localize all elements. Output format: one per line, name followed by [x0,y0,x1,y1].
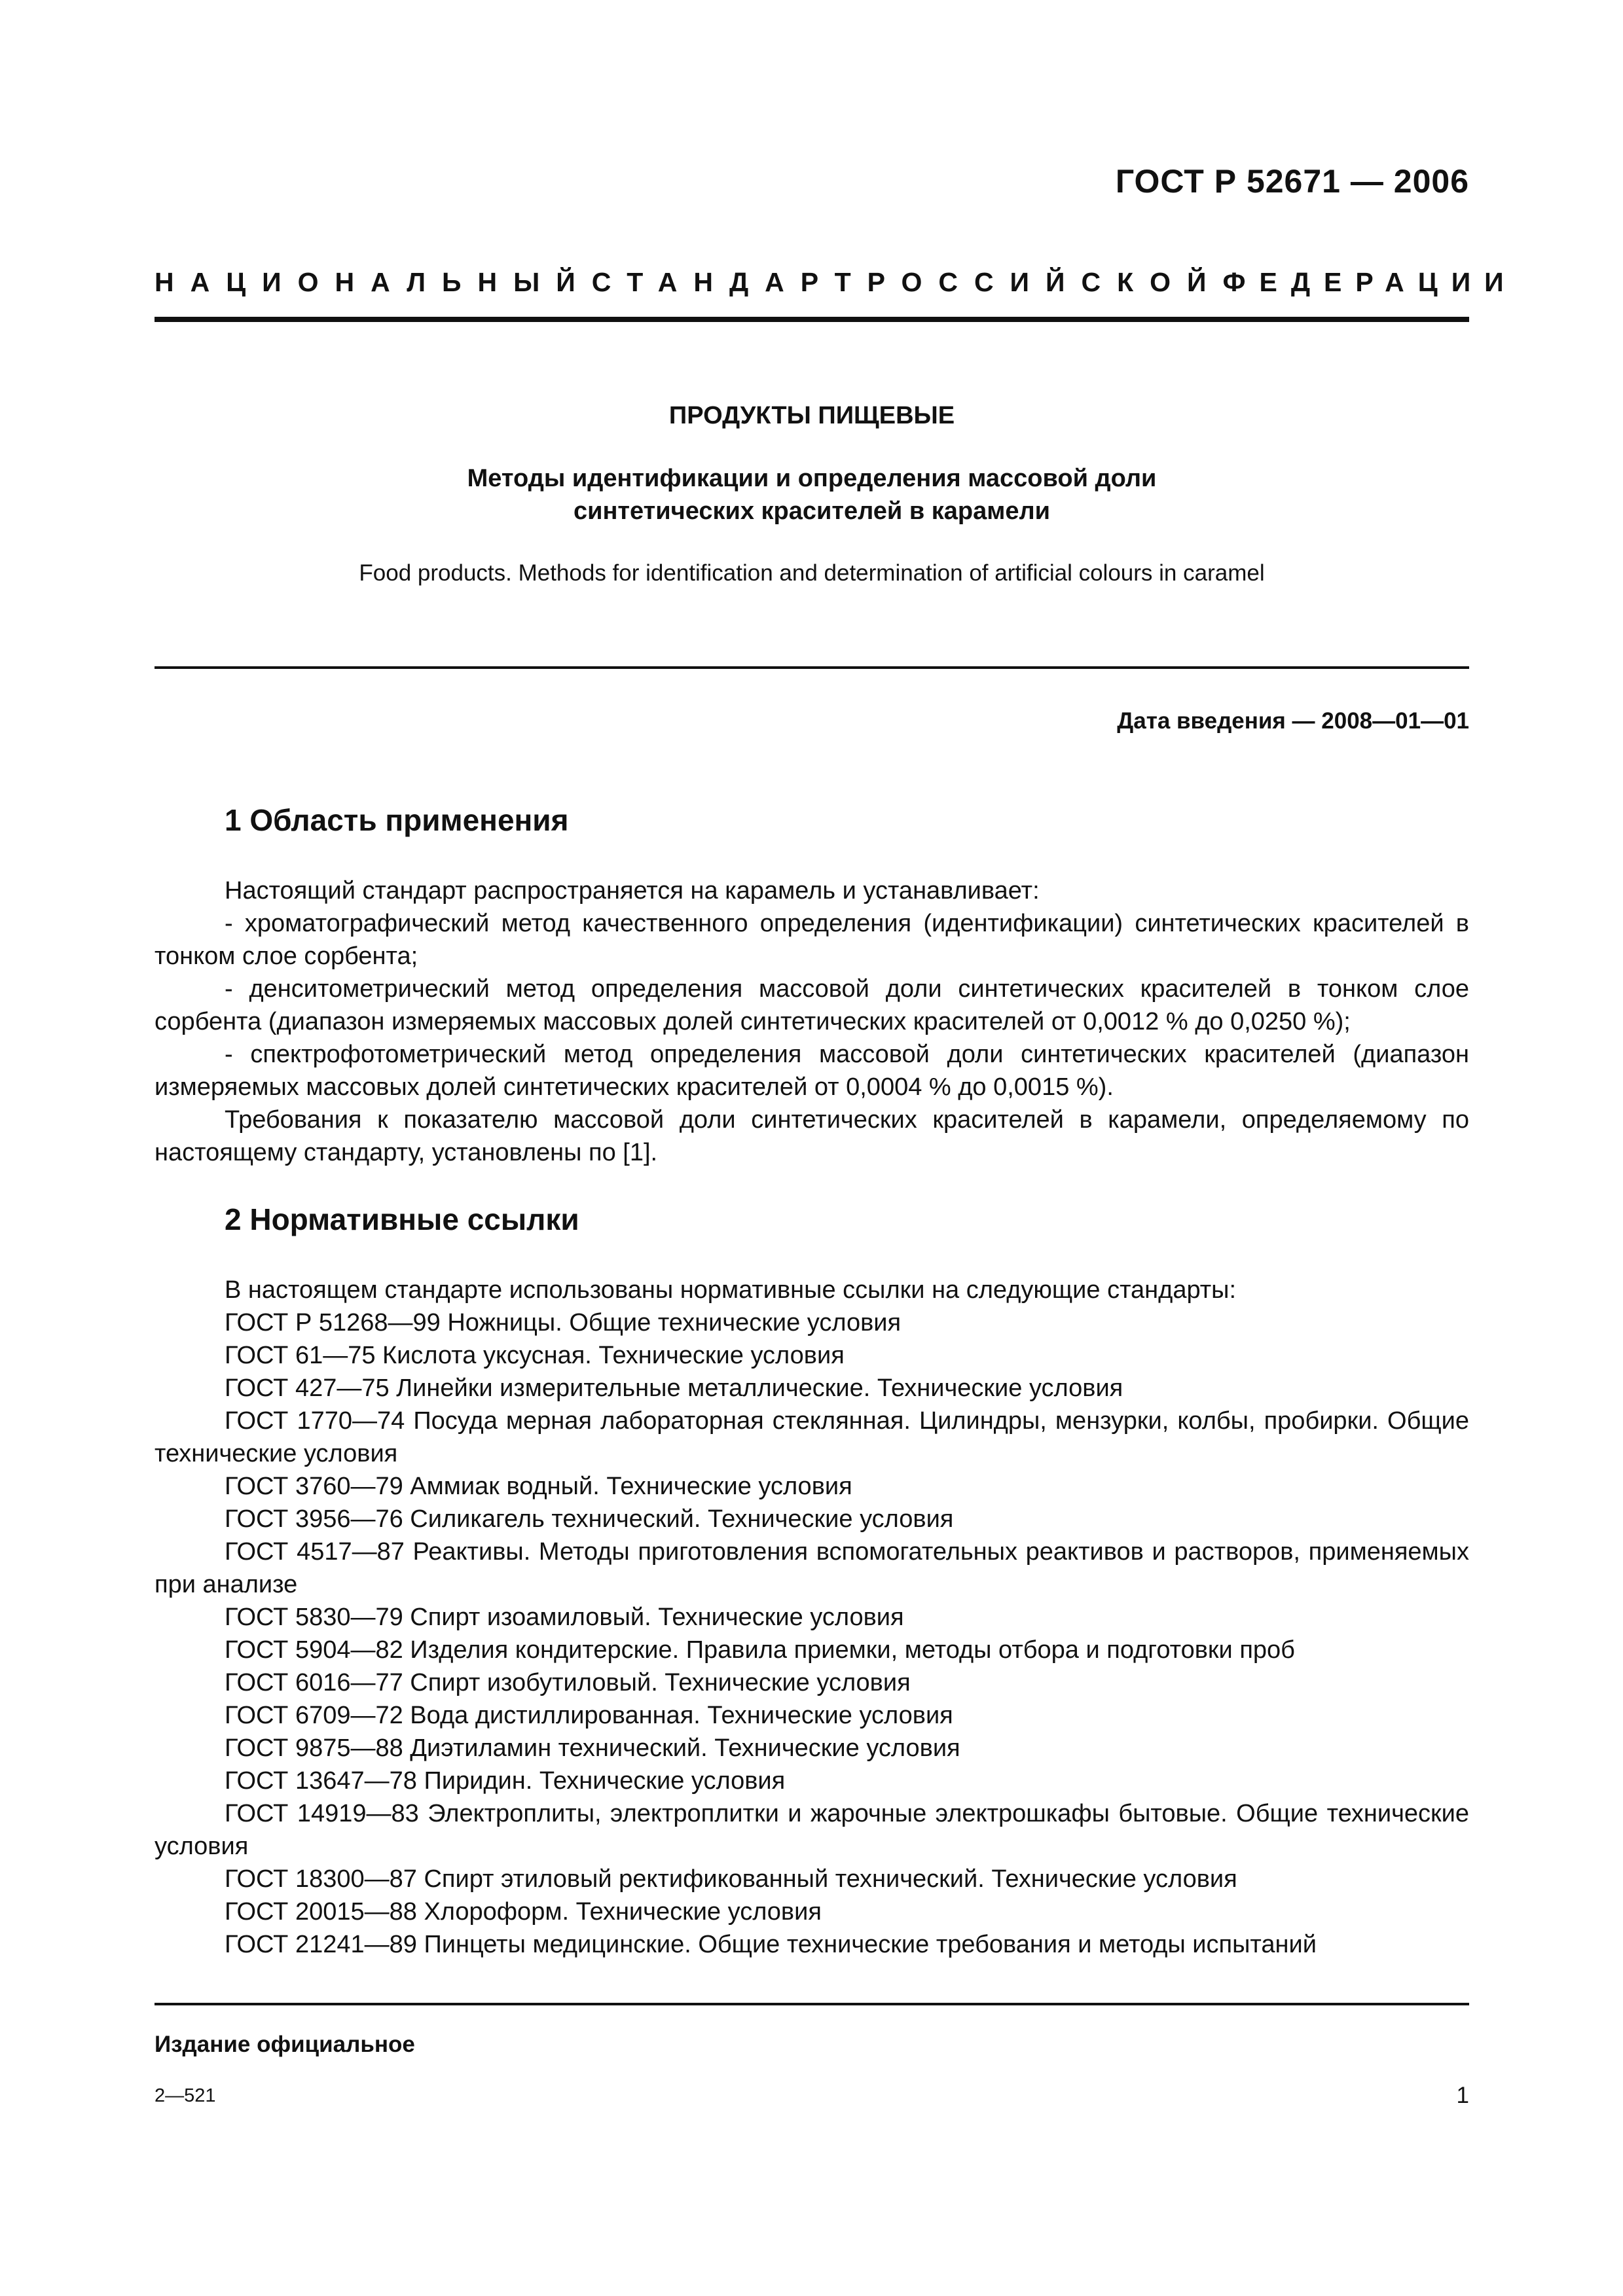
paragraph: Настоящий стандарт распространяется на карамель и устанавливает: [225,877,1040,905]
paragraph: В настоящем стандарте использованы нормативные ссылки на следующие стандарты: [225,1276,1237,1304]
reference-item: ГОСТ 5830—79 Спирт изоамиловый. Технические условия [225,1604,904,1631]
introduction-date: Дата введения — 2008—01—01 [1117,708,1469,734]
reference-item: ГОСТ 5904—82 Изделия кондитерские. Правила приемки, методы отбора и подготовки проб [225,1636,1295,1664]
reference-item: ГОСТ 6709—72 Вода дистиллированная. Технические условия [225,1702,953,1729]
national-word: РОССИЙСКОЙ [867,267,1223,297]
section-title-references: 2 Нормативные ссылки [225,1202,579,1236]
section-title-scope: 1 Область применения [225,803,569,837]
reference-item: ГОСТ 6016—77 Спирт изобутиловый. Технические условия [225,1669,911,1696]
title-divider [155,666,1469,669]
reference-item: ГОСТ 18300—87 Спирт этиловый ректификованный технический. Технические условия [225,1865,1237,1893]
reference-item: ГОСТ Р 51268—99 Ножницы. Общие технические условия [225,1309,902,1336]
national-word: НАЦИОНАЛЬНЫЙ [155,267,592,297]
national-standard-heading [155,267,1518,298]
reference-item: ГОСТ 9875—88 Диэтиламин технический. Технические условия [225,1734,960,1762]
reference-item: ГОСТ 3760—79 Аммиак водный. Технические условия [225,1473,852,1500]
section-body-scope [155,874,1469,1169]
footer-divider [155,2003,1469,2005]
document-title: ПРОДУКТЫ ПИЩЕВЫЕ [668,402,955,429]
reference-item: ГОСТ 14919—83 Электроплиты, электроплитки и жарочные электрошкафы бытовые. Общие технические условия [155,1800,1469,1860]
document-subtitle [155,462,1469,528]
national-word: СТАНДАРТ [591,267,867,297]
reference-item: ГОСТ 20015—88 Хлороформ. Технические условия [225,1898,822,1926]
reference-item: ГОСТ 427—75 Линейки измерительные металлические. Технические условия [225,1374,1123,1402]
english-title: Food products. Methods for identification and determination of artificial colours in caramel [359,560,1265,586]
reference-item: ГОСТ 3956—76 Силикагель технический. Технические условия [225,1505,954,1533]
reference-item: ГОСТ 13647—78 Пиридин. Технические условия [225,1767,786,1795]
paragraph: - спектрофотометрический метод определения массовой доли синтетических красителей (диапазон измеряемых массовых долей синтетических красителей от 0,0004 % до 0,0015 %). [155,1041,1469,1101]
header-divider [155,317,1469,322]
subtitle-line: синтетических красителей в карамели [573,497,1050,525]
reference-item: ГОСТ 4517—87 Реактивы. Методы приготовления вспомогательных реактивов и растворов, применяемых при анализе [155,1538,1469,1598]
paragraph: - хроматографический метод качественного определения (идентификации) синтетических красителей в тонком слое сорбента; [155,910,1469,970]
print-code: 2—521 [155,2085,216,2106]
subtitle-line: Методы идентификации и определения массовой доли [467,465,1157,492]
document-number: ГОСТ Р 52671 — 2006 [1115,163,1469,200]
reference-item: ГОСТ 1770—74 Посуда мерная лабораторная стеклянная. Цилиндры, мензурки, колбы, пробирки. Общие технические условия [155,1407,1469,1467]
page-number: 1 [1456,2083,1469,2108]
reference-item: ГОСТ 21241—89 Пинцеты медицинские. Общие технические требования и методы испытаний [225,1931,1317,1958]
paragraph: - денситометрический метод определения массовой доли синтетических красителей в тонком слое сорбента (диапазон измеряемых массовых долей синтетических красителей от 0,0012 % до 0,0250 %); [155,975,1469,1035]
paragraph: Требования к показателю массовой доли синтетических красителей в карамели, определяемому по настоящему стандарту, установлены по [1]. [155,1106,1469,1166]
official-edition-label: Издание официальное [155,2032,415,2057]
reference-item: ГОСТ 61—75 Кислота уксусная. Технические условия [225,1342,845,1369]
national-word: ФЕДЕРАЦИИ [1222,267,1518,297]
section-body-references [155,1274,1469,1961]
